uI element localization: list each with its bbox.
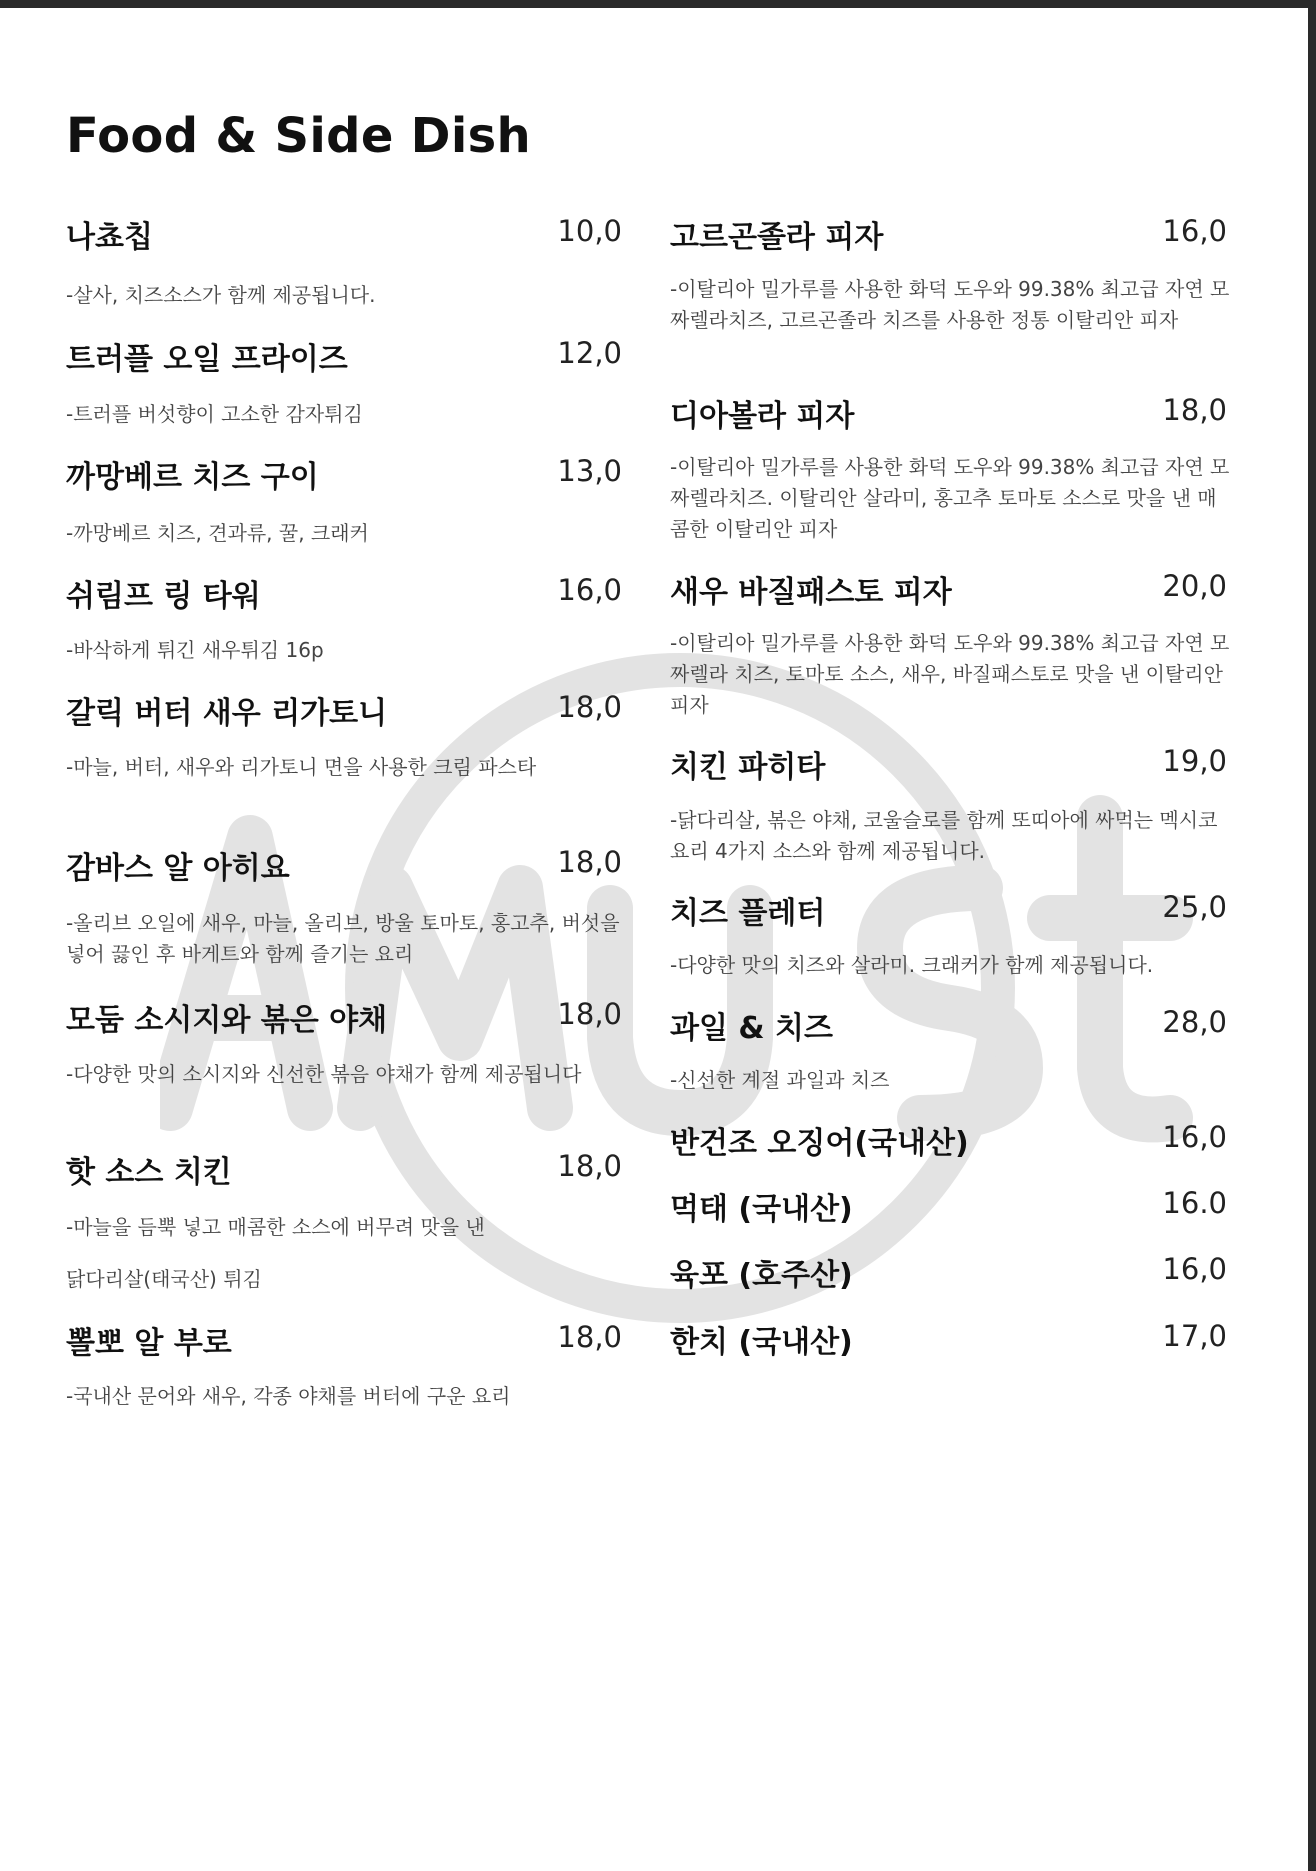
item-price: 10,0 (557, 214, 622, 248)
item-price: 18,0 (557, 1149, 622, 1183)
item-description: -닭다리살, 볶은 야채, 코울슬로를 함께 또띠아에 싸먹는 멕시코 요리 4가지 소스와 함께 제공됩니다. (670, 808, 1218, 863)
item-price: 16,0 (1162, 1120, 1227, 1154)
item-name: 치킨 파히타 (670, 750, 826, 785)
item-description: -이탈리아 밀가루를 사용한 화덕 도우와 99.38% 최고급 자연 모짜렐라 치즈, 토마토 소스, 새우, 바질패스토로 맛을 낸 이탈리안 피자 (670, 631, 1230, 717)
item-name: 고르곤졸라 피자 (670, 220, 884, 255)
item-description: -신선한 계절 과일과 치즈 (670, 1068, 890, 1092)
item-name: 한치 (국내산) (670, 1325, 853, 1360)
item-name: 감바스 알 아히요 (66, 851, 290, 886)
item-description: -올리브 오일에 새우, 마늘, 올리브, 방울 토마토, 홍고추, 버섯을 넣어 끓인 후 바게트와 함께 즐기는 요리 (66, 911, 620, 966)
item-name: 반건조 오징어(국내산) (670, 1126, 969, 1161)
item-description: -까망베르 치즈, 견과류, 꿀, 크래커 (66, 521, 369, 545)
item-description: -바삭하게 튀긴 새우튀김 16p (66, 638, 324, 662)
item-name: 디아볼라 피자 (670, 399, 855, 434)
item-price: 20,0 (1162, 569, 1227, 603)
item-description-continued: 닭다리살(태국산) 튀김 (66, 1267, 262, 1291)
item-price: 13,0 (557, 454, 622, 488)
item-name: 뽈뽀 알 부로 (66, 1326, 232, 1361)
item-price: 25,0 (1162, 890, 1227, 924)
item-price: 12,0 (557, 336, 622, 370)
item-price: 16,0 (1162, 214, 1227, 248)
item-name: 과일 & 치즈 (670, 1011, 833, 1046)
item-description: -이탈리아 밀가루를 사용한 화덕 도우와 99.38% 최고급 자연 모짜렐라치즈, 고르곤졸라 치즈를 사용한 정통 이탈리안 피자 (670, 277, 1230, 332)
menu-page (0, 8, 1308, 1871)
item-price: 18,0 (557, 690, 622, 724)
item-description: -다양한 맛의 소시지와 신선한 볶음 야채가 함께 제공됩니다 (66, 1062, 582, 1086)
item-price: 18,0 (557, 997, 622, 1031)
item-price: 18,0 (557, 1320, 622, 1354)
item-name: 육포 (호주산) (670, 1258, 853, 1293)
item-name: 나쵸칩 (66, 220, 153, 255)
item-name: 핫 소스 치킨 (66, 1155, 232, 1190)
item-price: 16,0 (557, 573, 622, 607)
item-name: 먹태 (국내산) (670, 1192, 853, 1227)
item-description: -마늘을 듬뿍 넣고 매콤한 소스에 버무려 맛을 낸 (66, 1215, 485, 1239)
item-description: -국내산 문어와 새우, 각종 야채를 버터에 구운 요리 (66, 1384, 511, 1408)
item-description: -트러플 버섯향이 고소한 감자튀김 (66, 402, 363, 426)
item-price: 28,0 (1162, 1005, 1227, 1039)
item-name: 모둠 소시지와 볶은 야채 (66, 1003, 388, 1038)
item-price: 18,0 (1162, 393, 1227, 427)
item-name: 까망베르 치즈 구이 (66, 460, 319, 495)
item-name: 치즈 플레터 (670, 896, 826, 931)
item-price: 19,0 (1162, 744, 1227, 778)
item-price: 18,0 (557, 845, 622, 879)
item-name: 갈릭 버터 새우 리가토니 (66, 696, 388, 731)
page-title: Food & Side Dish (66, 108, 531, 164)
item-name: 새우 바질패스토 피자 (670, 575, 952, 610)
item-description: -다양한 맛의 치즈와 살라미. 크래커가 함께 제공됩니다. (670, 953, 1154, 977)
item-price: 17,0 (1162, 1319, 1227, 1353)
item-price: 16.0 (1162, 1186, 1227, 1220)
item-description: -이탈리아 밀가루를 사용한 화덕 도우와 99.38% 최고급 자연 모짜렐라치즈. 이탈리안 살라미, 홍고추 토마토 소스로 맛을 낸 매콤한 이탈리안 피자 (670, 455, 1230, 541)
item-description: -살사, 치즈소스가 함께 제공됩니다. (66, 283, 376, 307)
item-price: 16,0 (1162, 1252, 1227, 1286)
item-description: -마늘, 버터, 새우와 리가토니 면을 사용한 크림 파스타 (66, 755, 537, 779)
item-name: 트러플 오일 프라이즈 (66, 342, 348, 377)
item-name: 쉬림프 링 타워 (66, 579, 261, 614)
